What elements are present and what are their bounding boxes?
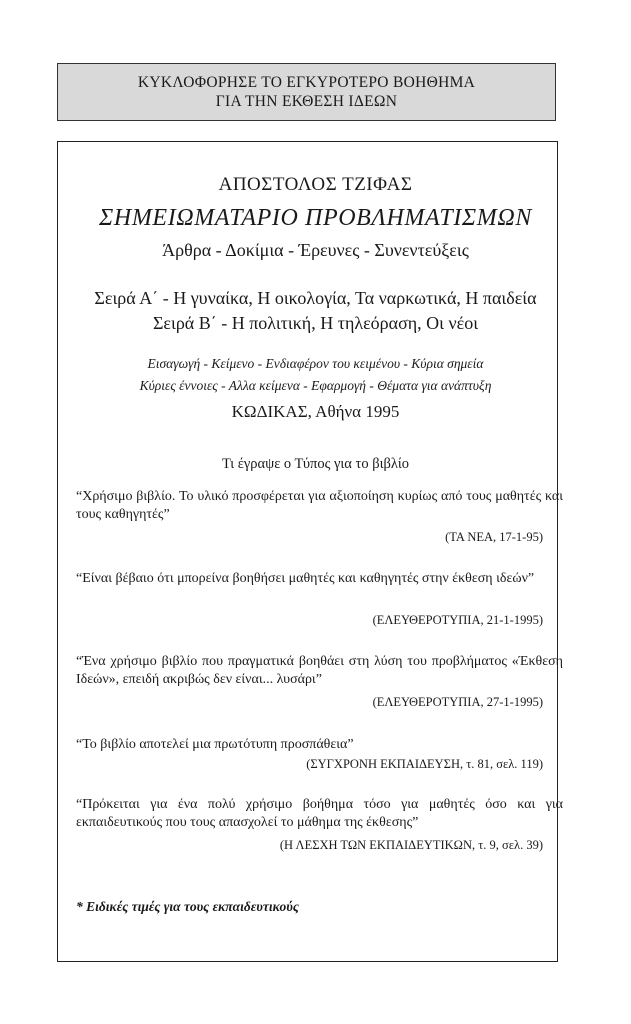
press-quote: “Είναι βέβαιο ότι μπορείνα βοηθήσει μαθητές και καθηγητές στην έκθεση ιδεών”: [76, 571, 535, 586]
contents-line-1: Εισαγωγή - Κείμενο - Ενδιαφέρον του κειμένου - Κύρια σημεία: [147, 356, 484, 371]
promo-banner: [57, 63, 556, 121]
series-a: Σειρά Α΄ - Η γυναίκα, Η οικολογία, Τα ναρκωτικά, Η παιδεία: [94, 288, 537, 308]
quote-source: (ΕΛΕΥΘΕΡΟΤΥΠΙΑ, 21-1-1995): [372, 613, 543, 627]
book-title: ΣΗΜΕΙΩΜΑΤΑΡΙΟ ΠΡΟΒΛΗΜΑΤΙΣΜΩΝ: [99, 205, 532, 231]
press-heading: Τι έγραψε ο Τύπος για το βιβλίο: [221, 456, 410, 472]
quote-source: (ΕΛΕΥΘΕΡΟΤΥΠΙΑ, 27-1-1995): [372, 695, 543, 709]
banner-line-2: ΓΙΑ ΤΗΝ ΕΚΘΕΣΗ ΙΔΕΩΝ: [215, 93, 398, 110]
banner-line-1: ΚΥΚΛΟΦΟΡΗΣΕ ΤΟ ΕΓΚΥΡΟΤΕΡΟ ΒΟΗΘΗΜΑ: [137, 74, 476, 91]
press-quote: “Πρόκειται για ένα πολύ χρήσιμο βοήθημα τόσο για μαθητές όσο και για εκπαιδευτικούς που τους απασχολεί το μάθημα της έκθεσης”: [76, 797, 563, 830]
book-author: ΑΠΟΣΤΟΛΟΣ ΤΖΙΦΑΣ: [218, 174, 413, 195]
press-quote: “Ένα χρήσιμο βιβλίο που πραγματικά βοηθάει στη λύση του προβλήματος «Έκθεση Ιδεών», επειδή ακριβώς δεν είναι... λυσάρι”: [76, 654, 563, 687]
quote-source: (ΣΥΓΧΡΟΝΗ ΕΚΠΑΙΔΕΥΣΗ, τ. 81, σελ. 119): [306, 757, 543, 771]
publisher: ΚΩΔΙΚΑΣ, Αθήνα 1995: [231, 402, 400, 421]
press-quote: “Το βιβλίο αποτελεί μια πρωτότυπη προσπάθεια”: [76, 737, 354, 752]
contents-line-2: Κύριες έννοιες - Αλλα κείμενα - Εφαρμογή - Θέματα για ανάπτυξη: [139, 378, 492, 393]
quote-source: (Η ΛΕΣΧΗ ΤΩΝ ΕΚΠΑΙΔΕΥΤΙΚΩΝ, τ. 9, σελ. 39): [279, 838, 543, 852]
book-subtitle: Άρθρα - Δοκίμια - Έρευνες - Συνεντεύξεις: [162, 240, 469, 260]
series-b: Σειρά Β΄ - Η πολιτική, Η τηλεόραση, Οι νέοι: [152, 313, 479, 333]
teacher-discount-note: * Ειδικές τιμές για τους εκπαιδευτικούς: [76, 899, 299, 914]
quote-source: (ΤΑ ΝΕΑ, 17-1-95): [445, 530, 543, 544]
press-quote: “Χρήσιμο βιβλίο. Το υλικό προσφέρεται για αξιοποίηση κυρίως από τους μαθητές και τους καθηγητές”: [76, 489, 563, 522]
